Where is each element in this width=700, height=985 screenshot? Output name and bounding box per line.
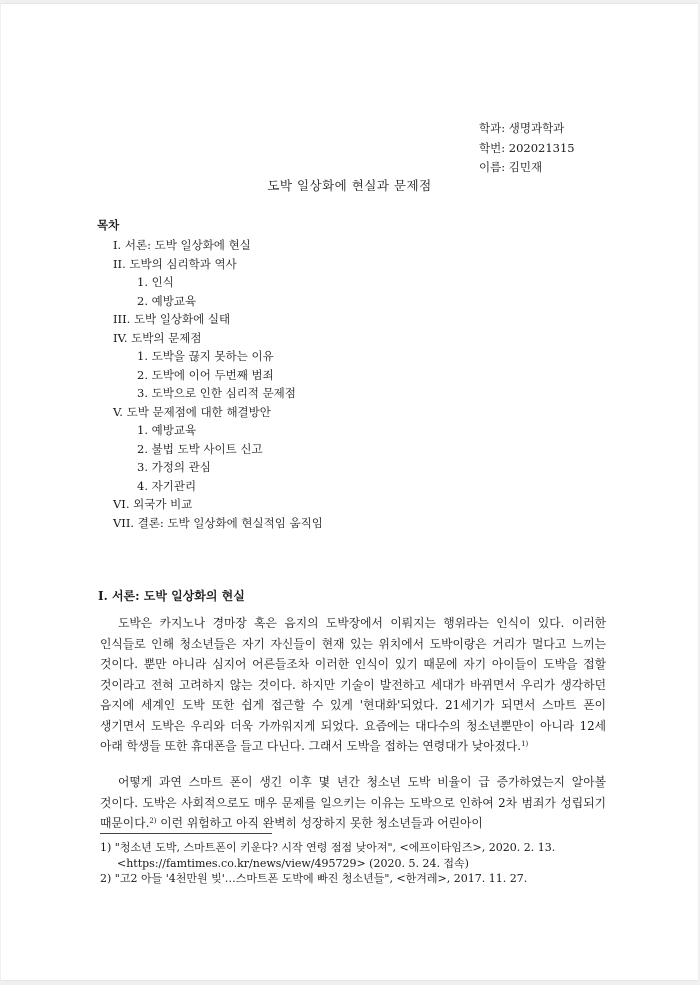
body-paragraph — [100, 613, 606, 757]
toc-subitem: 4. 자기관리 — [137, 478, 197, 493]
paragraph-text: 이런 위험하고 아직 완벽히 성장하지 못한 청소년들과 어린아이 — [156, 816, 483, 830]
table-of-contents — [97, 216, 323, 532]
footnote-ref[interactable]: 2) — [149, 817, 157, 825]
toc-subitem: 1. 도박을 끊지 못하는 이유 — [137, 349, 274, 363]
toc-subitem: 1. 예방교육 — [137, 423, 197, 437]
toc-item: VII. 결론: 도박 일상화에 현실적임 움직임 — [113, 515, 323, 530]
footnote-separator — [100, 833, 272, 834]
footnotes — [100, 840, 610, 887]
name-line: 이름: 김민재 — [479, 160, 543, 174]
toc-item: VI. 외국가 비교 — [113, 497, 193, 511]
footnote — [100, 840, 610, 856]
department-line: 학과: 생명과학과 — [479, 121, 565, 135]
toc-subitem: 2. 도박에 이어 두번째 범죄 — [137, 367, 274, 382]
student-info — [479, 119, 575, 178]
toc-subitem: 2. 불법 도박 사이트 신고 — [137, 441, 263, 456]
toc-item: I. 서론: 도박 일상화에 현실 — [113, 238, 251, 252]
section-heading: I. 서론: 도박 일상화의 현실 — [98, 589, 245, 603]
footnote-text: "고2 아들 '4천만원 빚'…스마트폰 도박에 빠진 청소년들", <한겨레>, 2017. 11. 27. — [114, 872, 528, 885]
footnote-marker: 1) — [100, 841, 112, 854]
footnote-ref[interactable]: 1) — [521, 740, 529, 748]
paragraph-text: 어떻게 과연 스마트 폰이 생긴 이후 몇 년간 청소년 도박 비율이 급 증가하였는지 알아볼 것이다. 도박은 사회적으로도 매우 문제를 일으키는 이유는 도박으로 인하여 2차 범죄가 성립되기 때문이다. — [100, 775, 606, 830]
toc-item: V. 도박 문제점에 대한 해결방안 — [113, 404, 271, 419]
footnote-text: "청소년 도박, 스마트폰이 키운다? 시작 연령 점점 낮아져", <에프이타임즈>, 2020. 2. 13. — [114, 841, 556, 854]
document-page — [1, 3, 698, 981]
toc-item: III. 도박 일상화에 실태 — [113, 312, 231, 326]
toc-item: II. 도박의 심리학과 역사 — [113, 256, 237, 271]
toc-subitem: 3. 가정의 관심 — [137, 460, 211, 474]
toc-subitem: 3. 도박으로 인한 심리적 문제점 — [137, 386, 296, 400]
toc-subitem: 2. 예방교육 — [137, 293, 197, 308]
toc-item: IV. 도박의 문제점 — [113, 330, 202, 345]
footnote-marker: 2) — [100, 872, 112, 885]
body-paragraph — [100, 772, 606, 834]
student-id-line: 학번: 202021315 — [479, 140, 575, 155]
document-title: 도박 일상화에 현실과 문제점 — [267, 178, 432, 193]
footnote-continuation — [100, 856, 610, 872]
paragraph-text: 도박은 카지노나 경마장 혹은 음지의 도박장에서 이뤄지는 행위라는 인식이 있다. 이러한 인식들로 인해 청소년들은 자기 자신들이 현재 있는 위치에서 도박이랑은 거리가 멀다고 느끼는 것이다. 뿐만 아니라 심지어 어른들조차 이러한 인식이 있기 때문에 자기 아이들이 도박을 접할 것이라고 전혀 고려하지 않는 것이다. 하지만 기술이 발전하고 세대가 바뀌면서 우리가 생각하던 음지에 세계인 도박 또한 쉽게 접근할 수 있게 '현대화'되었다. 21세기가 되면서 스마트 폰이 생기면서 도박은 우리와 더욱 가까워지게 되었다. 요즘에는 대다수의 청소년뿐만이 아니라 12세 아래 학생들 또한 휴대폰을 들고 다닌다. 그래서 도박을 접하는 연령대가 낮아졌다. — [100, 616, 606, 753]
footnote-url[interactable]: <https://famtimes.co.kr/news/view/495729> (2020. 5. 24. 접속) — [117, 856, 469, 870]
toc-subitem: 1. 인식 — [137, 275, 174, 289]
footnote — [100, 871, 610, 887]
toc-heading: 목차 — [97, 218, 120, 232]
